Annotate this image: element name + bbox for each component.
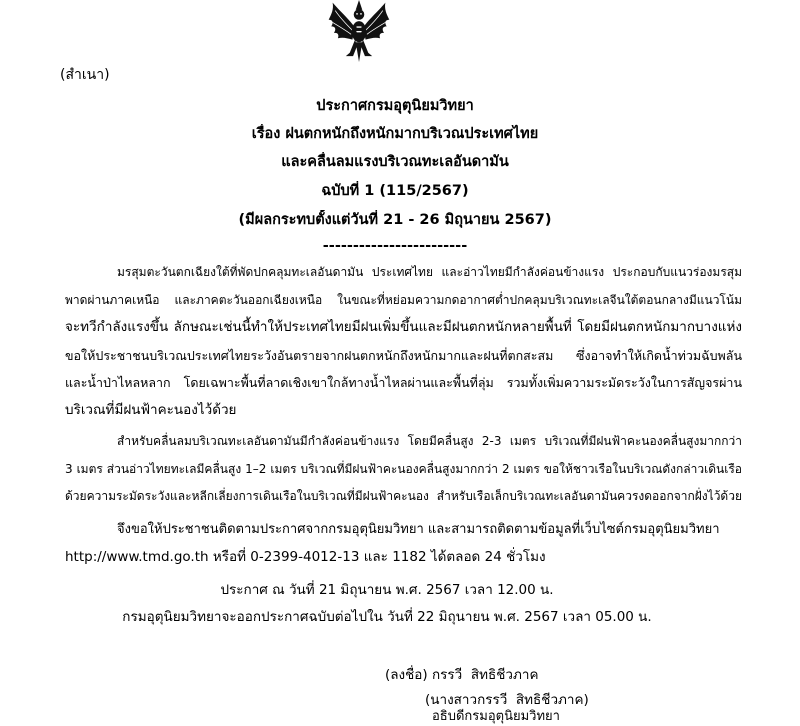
paragraph-line: จึงขอให้ประชาชนติดตามประกาศจากกรมอุตุนิยมวิทยา และสามารถติดตามข้อมูลที่เว็บไซต์กรมอุตุนิยมวิทยา (117, 522, 720, 537)
announcement-effective-period: (มีผลกระทบตั้งแต่วันที่ 21 - 26 มิถุนายน 2567) (238, 212, 552, 228)
announcement-subject: เรื่อง ฝนตกหนักถึงหนักมากบริเวณประเทศไทย (251, 126, 539, 142)
announcement-heading: ประกาศกรมอุตุนิยมวิทยา (316, 98, 474, 114)
paragraph-line: สำหรับคลื่นลมบริเวณทะเลอันดามันมีกำลังค่อนข้างแรง โดยมีคลื่นสูง 2-3 เมตร บริเวณที่มีฝนฟ้าคะนองคลื่นสูงมากกว่า (117, 434, 742, 448)
paragraph-line: ด้วยความระมัดระวังและหลีกเลี่ยงการเดินเรือในบริเวณที่มีฝนฟ้าคะนอง สำหรับเรือเล็กบริเวณทะเลอันดามันควรงดออกจากฝั่งไว้ด้วย (65, 489, 742, 503)
paragraph-follow-updates (65, 516, 742, 571)
paragraph-line: 3 เมตร ส่วนอ่าวไทยทะเลมีคลื่นสูง 1–2 เมตร บริเวณที่มีฝนฟ้าคะนองคลื่นสูงมากกว่า 2 เมตร ขอให้ชาวเรือในบริเวณดังกล่าวเดินเรือ (65, 461, 742, 476)
signed-label: (ลงชื่อ) (385, 667, 428, 683)
signed-name: กรรวี สิทธิชีวภาค (432, 667, 539, 683)
garuda-emblem (326, 0, 392, 62)
paragraph-waves (65, 428, 742, 511)
paragraph-line: ขอให้ประชาชนบริเวณประเทศไทยระวังอันตรายจากฝนตกหนักถึงหนักมากและฝนที่ตกสะสม ซึ่งอาจทำให้เกิดน้ำท่วมฉับพลัน (65, 347, 742, 363)
signature-line (385, 665, 785, 685)
paragraph-line: จะทวีกำลังแรงขึ้น ลักษณะเช่นนี้ทำให้ประเทศไทยมีฝนเพิ่มขึ้นและมีฝนตกหนักหลายพื้นที่ โดยมีฝนตกหนักมากบางแห่ง (65, 319, 742, 335)
paragraph-line: บริเวณที่มีฝนฟ้าคะนองไว้ด้วย (65, 401, 237, 418)
copy-label: (สำเนา) (60, 67, 110, 83)
title-separator: ------------------------ (322, 238, 468, 254)
paragraph-line: http://www.tmd.go.th หรือที่ 0-2399-4012-13 และ 1182 ได้ตลอด 24 ชั่วโมง (65, 548, 546, 565)
paragraph-line: พาดผ่านภาคเหนือ และภาคตะวันออกเฉียงเหนือ ในขณะที่หย่อมความกดอากาศต่ำปกคลุมบริเวณทะเลจีนใต้ตอนกลางมีแนวโน้ม (65, 292, 742, 307)
announcement-issue-number: ฉบับที่ 1 (115/2567) (321, 183, 469, 199)
next-issue-datetime: กรมอุตุนิยมวิทยาจะออกประกาศฉบับต่อไปใน วันที่ 22 มิถุนายน พ.ศ. 2567 เวลา 05.00 น. (122, 609, 652, 625)
announcement-subject-continued: และคลื่นลมแรงบริเวณทะเลอันดามัน (281, 154, 509, 170)
signatory-full-name: (นางสาวกรรวี สิทธิชีวภาค) (425, 692, 589, 708)
issued-datetime: ประกาศ ณ วันที่ 21 มิถุนายน พ.ศ. 2567 เวลา 12.00 น. (220, 582, 554, 598)
signatory-position: อธิบดีกรมอุตุนิยมวิทยา (432, 709, 560, 724)
paragraph-line: และน้ำป่าไหลหลาก โดยเฉพาะพื้นที่ลาดเชิงเขาใกล้ทางน้ำไหลผ่านและพื้นที่ลุ่ม รวมทั้งเพิ่มความระมัดระวังในการสัญจรผ่าน (65, 375, 742, 390)
paragraph-line: มรสุมตะวันตกเฉียงใต้ที่พัดปกคลุมทะเลอันดามัน ประเทศไทย และอ่าวไทยมีกำลังค่อนข้างแรง ประกอบกับแนวร่องมรสุม (117, 265, 742, 279)
paragraph-monsoon (65, 259, 742, 424)
